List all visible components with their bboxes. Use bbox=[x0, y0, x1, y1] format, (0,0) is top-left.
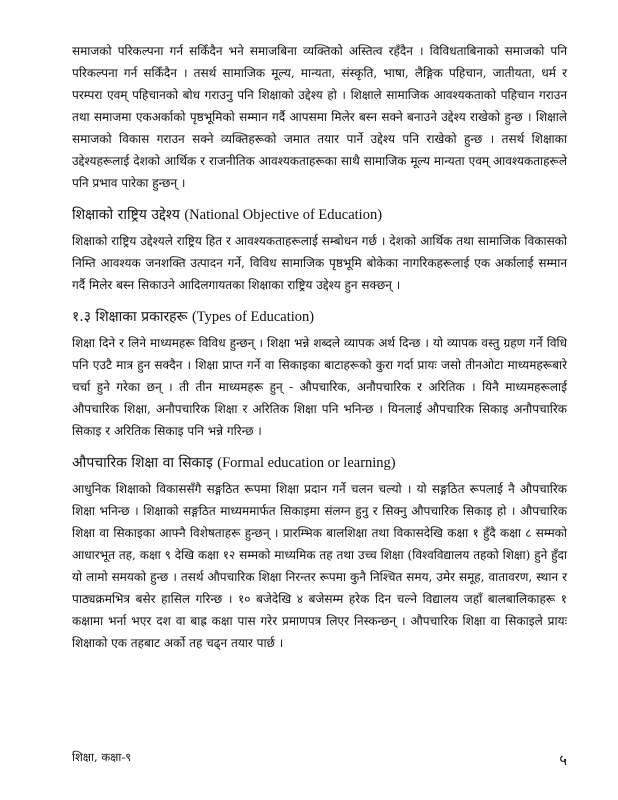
heading-nepali: शिक्षाको राष्ट्रिय उद्देश्य bbox=[72, 207, 180, 223]
national-objective-paragraph: शिक्षाको राष्ट्रिय उद्देश्यले राष्ट्रिय हित र आवश्यकताहरूलाई सम्बोधन गर्छ । देशको आर्थिक तथा सामाजिक विकासको निम्ति आवश्यक जनशक्ति उत्पादन गर्ने, विविध सामाजिक पृष्ठभूमि बोकेका नागरिकहरूलाई एक अर्कालाई सम्मान गर्दै मिलेर बस्न सिकाउने आदिलगायतका शिक्षाका राष्ट्रिय उद्देश्य हुन सक्छन् । bbox=[72, 234, 567, 292]
section-heading-national-objective bbox=[72, 204, 567, 226]
page-body bbox=[72, 40, 567, 654]
heading-nepali: औपचारिक शिक्षा वा सिकाइ bbox=[72, 455, 213, 471]
section-heading-types-of-education bbox=[72, 306, 567, 328]
heading-nepali: १.३ शिक्षाका प्रकारहरू bbox=[72, 309, 188, 325]
intro-paragraph: समाजको परिकल्पना गर्न सकिँदैन भने समाजबिना व्यक्तिको अस्तित्व रहँदैन । विविधताबिनाको समाजको पनि परिकल्पना गर्न सकिँदैन । तसर्थ सामाजिक मूल्य, मान्यता, संस्कृति, भाषा, लैङ्गिक पहिचान, जातीयता, धर्म र परम्परा एवम् पहिचानको बोध गराउनु पनि शिक्षाको उद्देश्य हो । शिक्षाले सामाजिक आवश्यकताको पहिचान गराउन तथा समाजमा एकअर्काको पृष्ठभूमिको सम्मान गर्दै आपसमा मिलेर बस्न सक्ने बनाउने उद्देश्य राखेको हुन्छ । शिक्षाले समाजको विकास गराउन सक्ने व्यक्तिहरूको जमात तयार पार्ने उद्देश्य पनि राखेको हुन्छ । तसर्थ शिक्षाका उद्देश्यहरूलाई देशको आर्थिक र राजनीतिक आवश्यकताहरूका साथै सामाजिक मूल्य मान्यता एवम् आवश्यकताहरूले पनि प्रभाव पारेका हुन्छन् । bbox=[72, 44, 567, 190]
heading-english: (Formal education or learning) bbox=[217, 455, 396, 471]
section-heading-formal-education bbox=[72, 452, 567, 474]
heading-english: (National Objective of Education) bbox=[184, 207, 383, 223]
page-number: ५ bbox=[559, 751, 567, 769]
page-footer bbox=[72, 750, 567, 770]
formal-education-paragraph: आधुनिक शिक्षाको विकाससँगै सङ्गठित रूपमा शिक्षा प्रदान गर्ने चलन चल्यो । यो सङ्गठित रूपलाई नै औपचारिक शिक्षा भनिन्छ । शिक्षाको सङ्गठित माध्यममार्फत सिकाइमा संलग्न हुनु र सिक्नु औपचारिक सिकाइ हो । औपचारिक शिक्षा वा सिकाइका आफ्नै विशेषताहरू हुन्छन् । प्रारम्भिक बालशिक्षा तथा विकासदेखि कक्षा १ हुँदै कक्षा ८ सम्मको आधारभूत तह, कक्षा ९ देखि कक्षा १२ सम्मको माध्यमिक तह तथा उच्च शिक्षा (विश्वविद्यालय तहको शिक्षा) हुने हुँदा यो लामो समयको हुन्छ । तसर्थ औपचारिक शिक्षा निरन्तर रूपमा कुनै निश्चित समय, उमेर समूह, वातावरण, स्थान र पाठ्यक्रमभित्र बसेर हासिल गरिन्छ । १० बजेदेखि ४ बजेसम्म हरेक दिन चल्ने विद्यालय जहाँ बालबालिकाहरू १ कक्षामा भर्ना भएर दश वा बाह्र कक्षा पास गरेर प्रमाणपत्र लिएर निस्कन्छन् । औपचारिक शिक्षा वा सिकाइले प्रायः शिक्षाको एक तहबाट अर्को तह चढ्न तयार पार्छ । bbox=[72, 482, 567, 650]
heading-english: (Types of Education) bbox=[191, 309, 315, 325]
types-of-education-paragraph: शिक्षा दिने र लिने माध्यमहरू विविध हुन्छन् । शिक्षा भन्ने शब्दले व्यापक अर्थ दिन्छ । यो व्यापक वस्तु ग्रहण गर्ने विधि पनि एउटै मात्र हुन सक्दैन । शिक्षा प्राप्त गर्ने वा सिकाइका बाटाहरूको कुरा गर्दा प्रायः जसो तीनओटा माध्यमहरूबारे चर्चा हुने गरेका छन् । ती तीन माध्यमहरू हुन् - औपचारिक, अनौपचारिक र अरितिक । यिनै माध्यमहरूलाई औपचारिक शिक्षा, अनौपचारिक शिक्षा र अरितिक शिक्षा पनि भनिन्छ । यिनलाई औपचारिक सिकाइ अनौपचारिक सिकाइ र अरितिक सिकाइ पनि भन्ने गरिन्छ । bbox=[72, 336, 568, 438]
footer-book-title: शिक्षा, कक्षा-९ bbox=[72, 750, 132, 764]
